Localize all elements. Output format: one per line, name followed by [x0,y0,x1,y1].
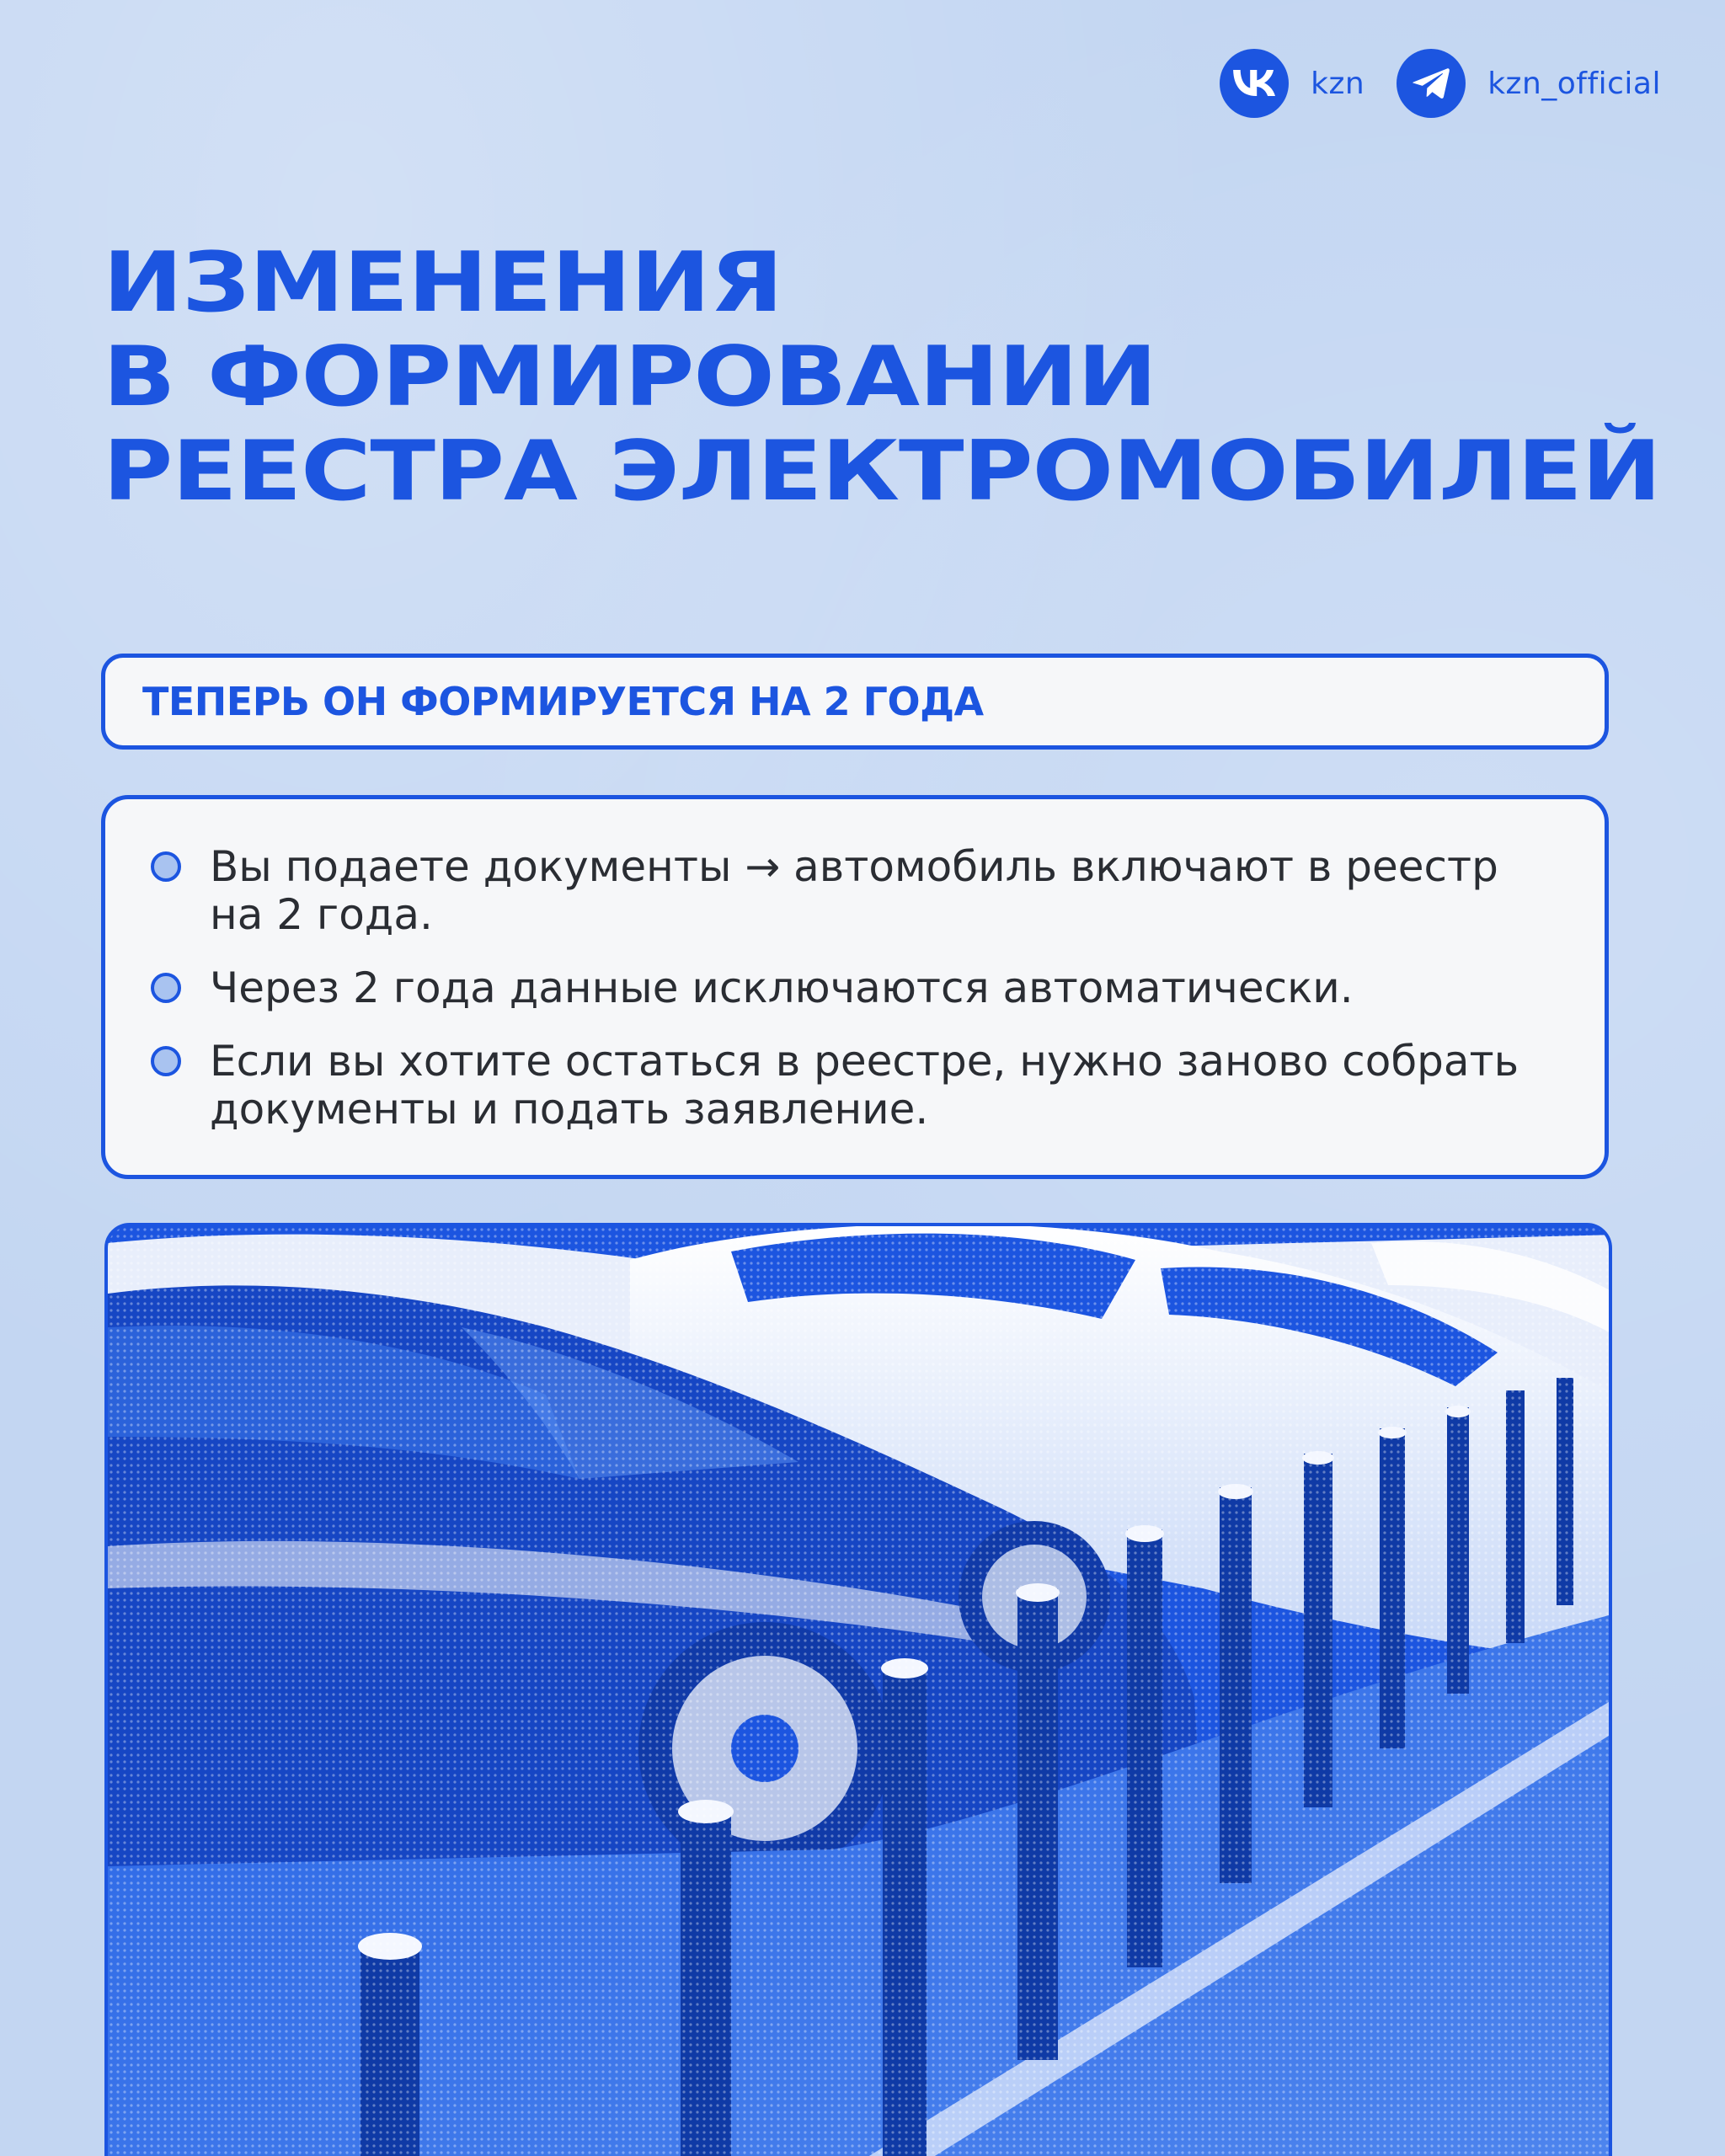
title-line-1: ИЗМЕНЕНИЯ [103,235,782,331]
social-link-telegram[interactable] [1397,49,1661,118]
page-title [103,236,1725,519]
bullet-text: Вы подаете документы → автомобиль включают в реестр на 2 года. [210,842,1498,939]
info-card [101,795,1609,1179]
bullet-text: Через 2 года данные исключаются автоматически. [210,963,1354,1012]
bullet-circle-icon [151,851,181,882]
photo-illustration [108,1226,1612,2156]
list-item [151,843,1554,939]
banner-text: ТЕПЕРЬ ОН ФОРМИРУЕТСЯ НА 2 ГОДА [142,679,984,724]
social-links [1220,49,1661,118]
list-item [151,964,1554,1012]
title-line-3: РЕЕСТРА ЭЛЕКТРОМОБИЛЕЙ [103,424,1661,520]
bullet-circle-icon [151,1046,181,1076]
title-line-2: В ФОРМИРОВАНИИ [103,329,1156,425]
telegram-label: kzn_official [1487,66,1661,101]
telegram-icon [1397,49,1466,118]
vk-label: kzn [1311,66,1365,101]
bullet-text: Если вы хотите остаться в реестре, нужно заново собрать документы и подать заявление. [210,1037,1519,1134]
social-link-vk[interactable] [1220,49,1365,118]
parked-cars-photo [104,1223,1612,2156]
duration-banner [101,654,1609,750]
bullet-list [151,843,1554,1134]
vk-icon [1220,49,1289,118]
list-item [151,1038,1554,1134]
bullet-circle-icon [151,973,181,1003]
